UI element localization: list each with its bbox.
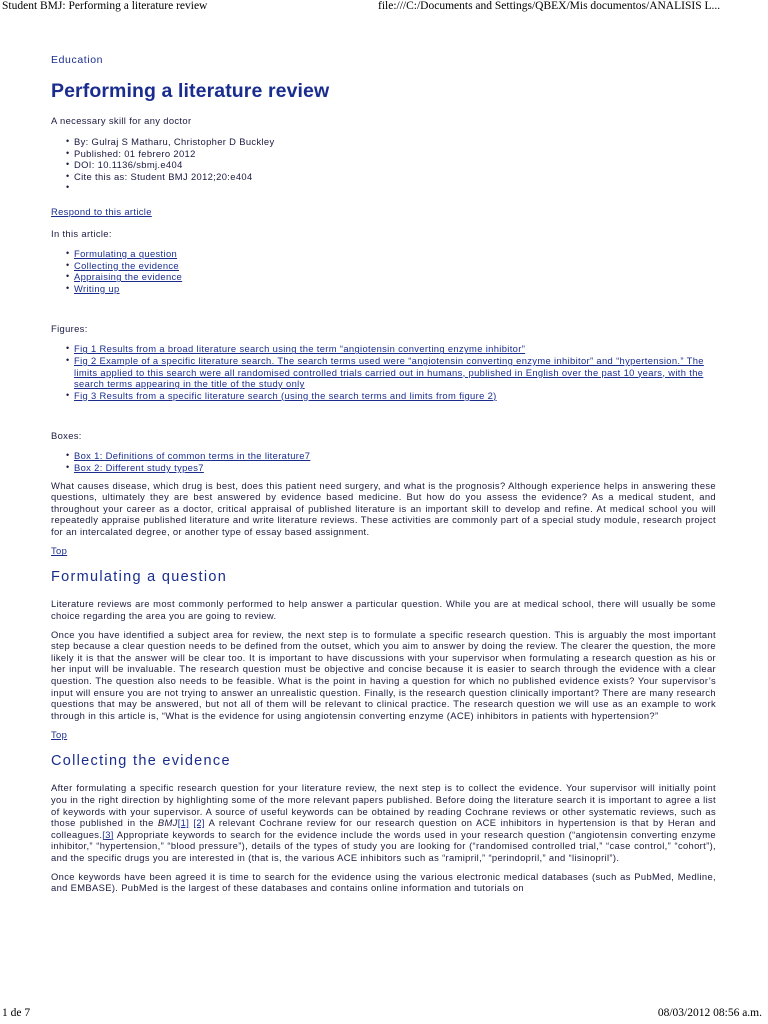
figure-item [74, 390, 716, 402]
toc-item [74, 271, 716, 283]
figure-item [74, 343, 716, 355]
respond-link[interactable]: Respond to this article [51, 205, 152, 217]
page-count: 1 de 7 [2, 1007, 31, 1019]
print-timestamp: 08/03/2012 08:56 a.m. [657, 1007, 762, 1019]
figure-link-3[interactable]: Fig 3 Results from a specific literature search (using the search terms and limits from figure 2) [74, 389, 497, 401]
figure-link-2[interactable]: Fig 2 Example of a specific literature search. The search terms used were “angiotensin converting enzyme inhibitor” and “hypertension.” The limits applied to this search were all randomised controlled trials carried out in humans, published in English over the past 10 years, with the search terms appearing in the title of the study only [74, 354, 704, 390]
intro-paragraph: What causes disease, which drug is best, does this patient need surgery, and what is the prognosis? Although experience helps in answering these questions, ultimately they are best answered by evidence based medicine. But how do you assess the evidence? As a medical student, and throughout your career as a doctor, critical appraisal of published literature is an important skill to develop and refine. At medical school you will repeatedly appraise published literature and write literature reviews. These activities are commonly part of a special study module, research project for an intercalated degree, or another type of essay based assignment. [51, 479, 716, 537]
reference-link-3[interactable]: [3] [102, 828, 114, 840]
article [51, 54, 716, 901]
collecting-text-a: After formulating a specific research question for your literature review, the next step is to collect the evidence. Your supervisor will initially point you in the right direction by highlighting some of the more relevant papers published. Before doing the literature search it is important to agree a list of keywords with your supervisor. A source of useful keywords can be obtained by reading Cochrane reviews or other systematic reviews, such as those published in the [51, 782, 716, 829]
box-item [74, 462, 716, 474]
section-heading-formulating: Formulating a question [51, 569, 228, 586]
figure-item [74, 355, 716, 390]
formulating-paragraph-2: Once you have identified a subject area for review, the next step is to formulate a specific research question. This is arguably the most important step because a clear question needs to be defined from the outset, which you aim to answer by doing the review. The clearer the question, the more likely it is that the answer will be clear too. It is important to have discussions with your supervisor when formulating a research question as his or her input will be invaluable. The research question must be objective and concise because it is easier to search through the evidence with a clear question. The question also needs to be feasible. What is the point in having a question for which no published evidence exists? Your supervisor’s input will ensure you are not trying to answer an unrealistic question. Finally, is the research question clinically important? There are many research questions that may be answered, but not all of them will be relevant to clinical practice. The research question we will use as an example to work through in this article is, “What is the evidence for using angiotensin converting enzyme (ACE) inhibitors in patients with hypertension?” [51, 628, 716, 721]
boxes-list [51, 450, 716, 473]
toc-link-writing-up[interactable]: Writing up [74, 282, 120, 294]
formulating-paragraph-1: Literature reviews are most commonly performed to help answer a particular question. While you are at medical school, there will usually be some choice regarding the area you are going to review. [51, 598, 716, 622]
collecting-text-b: A relevant Cochrane review for our research question on ACE inhibitors in hypertension is that by Heran and colleagues. [51, 817, 716, 840]
reference-link-2[interactable]: [2] [193, 817, 205, 829]
top-link[interactable]: Top [51, 729, 68, 741]
box-item [74, 450, 716, 462]
box-link-1[interactable]: Box 1: Definitions of common terms in the literature7 [74, 450, 311, 462]
box-link-2[interactable]: Box 2: Different study types7 [74, 461, 204, 473]
meta-empty-item [74, 182, 716, 194]
reference-link-1[interactable]: [1] [177, 817, 190, 829]
meta-published: • Published: 01 febrero 2012 [74, 148, 716, 160]
collecting-paragraph-1 [51, 782, 716, 863]
figure-link-1[interactable]: Fig 1 Results from a broad literature search using the term “angiotensin converting enzyme inhibitor” [74, 343, 526, 355]
print-footer [0, 1007, 768, 1023]
section-label: Education [51, 54, 104, 66]
standfirst: A necessary skill for any doctor [51, 115, 192, 126]
section-heading-collecting: Collecting the evidence [51, 753, 231, 770]
toc-list [51, 248, 716, 294]
print-header-title: Student BMJ: Performing a literature review [2, 0, 208, 12]
collecting-paragraph-2: Once keywords have been agreed it is time to search for the evidence using the various electronic medical databases (such as PubMed, Medline, and EMBASE). PubMed is the largest of these databases and contains online information and tutorials on [51, 870, 716, 894]
toc-link-collecting[interactable]: Collecting the evidence [74, 259, 179, 271]
in-this-article-label: In this article: [51, 227, 112, 239]
toc-link-formulating[interactable]: Formulating a question [74, 247, 178, 259]
page-title: Performing a literature review [51, 80, 330, 102]
figures-label: Figures: [51, 323, 88, 335]
article-meta [51, 136, 716, 194]
meta-cite: • Cite this as: Student BMJ 2012;20:e404 [74, 171, 716, 183]
toc-item [74, 248, 716, 260]
print-header-url: file:///C:/Documents and Settings/QBEX/Mis documentos/ANALISIS L... [378, 0, 721, 12]
boxes-label: Boxes: [51, 430, 82, 442]
figures-list [51, 343, 716, 401]
toc-item [74, 283, 716, 295]
toc-link-appraising[interactable]: Appraising the evidence [74, 271, 183, 283]
collecting-text-c: Appropriate keywords to search for the evidence include the words used in your research question (“angiotensin converting enzyme inhibitor,” “hypertension,” “blood pressure”), details of the types of study you are looking for (“randomised controlled trial,” “case control,” “cohort”), and the specific drugs you are interested in (that is, the various ACE inhibitors such as “ramipril,” “perindopril,” and “lisinopril”). [51, 828, 716, 863]
toc-item [74, 260, 716, 272]
meta-authors: • By: Gulraj S Matharu, Christopher D Buckley [74, 136, 716, 148]
meta-doi: • DOI: 10.1136/sbmj.e404 [74, 159, 716, 171]
bmj-journal-name: BMJ [157, 817, 178, 829]
print-header [0, 0, 768, 16]
top-link[interactable]: Top [51, 545, 68, 557]
